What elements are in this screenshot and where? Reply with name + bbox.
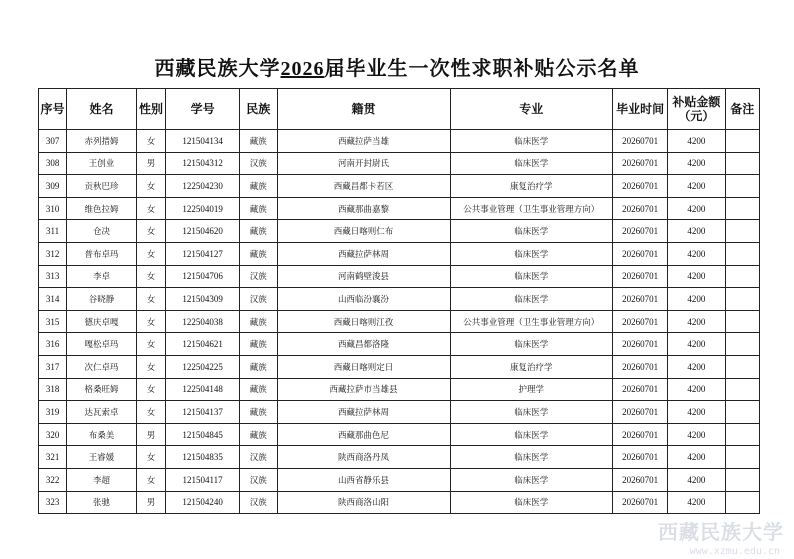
header-student-id: 学号 [166,89,240,130]
cell-ethnicity: 藏族 [240,401,278,424]
cell-ethnicity: 藏族 [240,197,278,220]
cell-major: 公共事业管理（卫生事业管理方向） [450,310,613,333]
watermark-logo-text: 西藏民族大学 [658,520,784,544]
cell-index: 316 [39,333,67,356]
table-row [39,401,760,424]
cell-remarks [725,175,759,198]
cell-major: 公共事业管理（卫生事业管理方向） [450,197,613,220]
cell-subsidy: 4200 [668,310,725,333]
cell-student-id: 121504845 [166,423,240,446]
cell-student-id: 121504620 [166,220,240,243]
cell-name: 仓决 [67,220,137,243]
cell-student-id: 122504230 [166,175,240,198]
cell-hometown: 西藏日喀则定日 [277,355,450,378]
cell-gender: 女 [136,468,165,491]
cell-ethnicity: 汉族 [240,491,278,514]
cell-gender: 女 [136,265,165,288]
cell-subsidy: 4200 [668,288,725,311]
cell-hometown: 西藏日喀则江孜 [277,310,450,333]
cell-grad-date: 20260701 [613,288,668,311]
cell-subsidy: 4200 [668,242,725,265]
cell-index: 313 [39,265,67,288]
cell-major: 临床医学 [450,333,613,356]
cell-index: 321 [39,446,67,469]
cell-name: 王创业 [67,152,137,175]
header-hometown: 籍贯 [277,89,450,130]
cell-major: 临床医学 [450,491,613,514]
cell-gender: 男 [136,423,165,446]
cell-remarks [725,491,759,514]
header-index: 序号 [39,89,67,130]
cell-name: 普布卓玛 [67,242,137,265]
cell-subsidy: 4200 [668,130,725,153]
cell-hometown: 山西临汾襄汾 [277,288,450,311]
cell-remarks [725,401,759,424]
cell-name: 次仁卓玛 [67,355,137,378]
cell-student-id: 121504621 [166,333,240,356]
watermark-url: www.xzmu.edu.cn [689,546,780,557]
title-year: 2026 [280,58,325,80]
title-prefix: 西藏民族大学 [154,56,281,80]
cell-hometown: 西藏拉萨市当雄县 [277,378,450,401]
cell-ethnicity: 藏族 [240,423,278,446]
cell-gender: 女 [136,446,165,469]
cell-remarks [725,265,759,288]
cell-grad-date: 20260701 [613,446,668,469]
cell-name: 布桑美 [67,423,137,446]
table-row [39,288,760,311]
cell-grad-date: 20260701 [613,423,668,446]
cell-grad-date: 20260701 [613,468,668,491]
cell-student-id: 121504127 [166,242,240,265]
cell-grad-date: 20260701 [613,355,668,378]
table-row [39,333,760,356]
cell-major: 临床医学 [450,446,613,469]
table-row [39,152,760,175]
cell-remarks [725,468,759,491]
cell-name: 贡秋巴珍 [67,175,137,198]
cell-gender: 女 [136,242,165,265]
cell-subsidy: 4200 [668,333,725,356]
cell-gender: 女 [136,288,165,311]
cell-major: 临床医学 [450,220,613,243]
cell-ethnicity: 藏族 [240,378,278,401]
cell-subsidy: 4200 [668,468,725,491]
cell-gender: 女 [136,401,165,424]
table-row [39,491,760,514]
cell-grad-date: 20260701 [613,242,668,265]
cell-grad-date: 20260701 [613,175,668,198]
cell-student-id: 121504312 [166,152,240,175]
cell-remarks [725,355,759,378]
cell-subsidy: 4200 [668,355,725,378]
cell-ethnicity: 藏族 [240,242,278,265]
cell-major: 临床医学 [450,468,613,491]
cell-remarks [725,130,759,153]
table-row [39,197,760,220]
cell-remarks [725,288,759,311]
cell-ethnicity: 藏族 [240,175,278,198]
cell-index: 322 [39,468,67,491]
table-row [39,355,760,378]
cell-student-id: 121504137 [166,401,240,424]
cell-hometown: 西藏拉萨当雄 [277,130,450,153]
table-row [39,378,760,401]
cell-name: 格桑旺姆 [67,378,137,401]
cell-major: 康复治疗学 [450,175,613,198]
cell-hometown: 山西省静乐县 [277,468,450,491]
cell-index: 311 [39,220,67,243]
cell-name: 李超 [67,468,137,491]
header-major: 专业 [450,89,613,130]
cell-grad-date: 20260701 [613,401,668,424]
cell-hometown: 河南开封尉氏 [277,152,450,175]
cell-hometown: 陕西商洛丹凤 [277,446,450,469]
cell-hometown: 西藏昌都卡若区 [277,175,450,198]
cell-major: 临床医学 [450,423,613,446]
cell-major: 护理学 [450,378,613,401]
table-row [39,446,760,469]
header-row [39,89,760,130]
cell-name: 张驰 [67,491,137,514]
cell-remarks [725,310,759,333]
cell-major: 临床医学 [450,265,613,288]
cell-student-id: 121504240 [166,491,240,514]
cell-name: 王睿媛 [67,446,137,469]
cell-ethnicity: 藏族 [240,130,278,153]
table-row [39,242,760,265]
cell-name: 赤列措姆 [67,130,137,153]
cell-gender: 女 [136,355,165,378]
header-gender: 性别 [136,89,165,130]
cell-ethnicity: 汉族 [240,288,278,311]
cell-grad-date: 20260701 [613,152,668,175]
cell-grad-date: 20260701 [613,197,668,220]
cell-remarks [725,378,759,401]
cell-name: 李卓 [67,265,137,288]
cell-gender: 女 [136,310,165,333]
cell-remarks [725,152,759,175]
cell-major: 临床医学 [450,130,613,153]
cell-hometown: 陕西商洛山阳 [277,491,450,514]
cell-remarks [725,333,759,356]
cell-grad-date: 20260701 [613,130,668,153]
cell-hometown: 河南鹤壁浚县 [277,265,450,288]
table-row [39,220,760,243]
cell-remarks [725,423,759,446]
header-remarks: 备注 [725,89,759,130]
cell-student-id: 121504134 [166,130,240,153]
cell-hometown: 西藏昌都洛隆 [277,333,450,356]
cell-hometown: 西藏日喀则仁布 [277,220,450,243]
cell-gender: 女 [136,333,165,356]
table-row [39,130,760,153]
cell-major: 临床医学 [450,401,613,424]
cell-ethnicity: 汉族 [240,265,278,288]
cell-index: 323 [39,491,67,514]
cell-major: 康复治疗学 [450,355,613,378]
cell-remarks [725,242,759,265]
cell-name: 德庆卓嘎 [67,310,137,333]
cell-grad-date: 20260701 [613,220,668,243]
cell-subsidy: 4200 [668,401,725,424]
cell-major: 临床医学 [450,152,613,175]
cell-index: 314 [39,288,67,311]
cell-major: 临床医学 [450,288,613,311]
cell-hometown: 西藏拉萨林周 [277,242,450,265]
cell-ethnicity: 汉族 [240,446,278,469]
cell-student-id: 122504038 [166,310,240,333]
table-row [39,423,760,446]
cell-subsidy: 4200 [668,491,725,514]
table-row [39,468,760,491]
cell-index: 320 [39,423,67,446]
cell-remarks [725,446,759,469]
cell-grad-date: 20260701 [613,310,668,333]
cell-subsidy: 4200 [668,152,725,175]
cell-index: 309 [39,175,67,198]
cell-ethnicity: 汉族 [240,468,278,491]
cell-gender: 女 [136,130,165,153]
header-name: 姓名 [67,89,137,130]
cell-index: 312 [39,242,67,265]
page-title [0,52,794,81]
cell-gender: 女 [136,197,165,220]
header-grad-date: 毕业时间 [613,89,668,130]
cell-ethnicity: 藏族 [240,220,278,243]
header-ethnicity: 民族 [240,89,278,130]
cell-gender: 男 [136,152,165,175]
cell-ethnicity: 藏族 [240,333,278,356]
cell-name: 嘎松卓玛 [67,333,137,356]
cell-hometown: 西藏拉萨林周 [277,401,450,424]
cell-index: 308 [39,152,67,175]
cell-subsidy: 4200 [668,175,725,198]
cell-hometown: 西藏那曲色尼 [277,423,450,446]
cell-grad-date: 20260701 [613,378,668,401]
cell-student-id: 121504309 [166,288,240,311]
cell-subsidy: 4200 [668,446,725,469]
cell-grad-date: 20260701 [613,491,668,514]
cell-ethnicity: 藏族 [240,310,278,333]
cell-name: 达瓦索卓 [67,401,137,424]
cell-grad-date: 20260701 [613,333,668,356]
cell-student-id: 121504117 [166,468,240,491]
cell-name: 维色拉姆 [67,197,137,220]
cell-index: 310 [39,197,67,220]
cell-index: 317 [39,355,67,378]
cell-subsidy: 4200 [668,220,725,243]
cell-subsidy: 4200 [668,423,725,446]
table-row [39,310,760,333]
cell-subsidy: 4200 [668,265,725,288]
cell-gender: 女 [136,220,165,243]
cell-student-id: 122504019 [166,197,240,220]
cell-gender: 女 [136,378,165,401]
cell-index: 307 [39,130,67,153]
cell-subsidy: 4200 [668,378,725,401]
cell-student-id: 122504225 [166,355,240,378]
cell-student-id: 121504835 [166,446,240,469]
cell-ethnicity: 藏族 [240,355,278,378]
cell-student-id: 122504148 [166,378,240,401]
cell-remarks [725,197,759,220]
cell-index: 315 [39,310,67,333]
cell-index: 318 [39,378,67,401]
cell-ethnicity: 汉族 [240,152,278,175]
cell-gender: 男 [136,491,165,514]
cell-subsidy: 4200 [668,197,725,220]
cell-name: 谷晓静 [67,288,137,311]
cell-gender: 女 [136,175,165,198]
table-row [39,175,760,198]
table-row [39,265,760,288]
cell-remarks [725,220,759,243]
cell-major: 临床医学 [450,242,613,265]
subsidy-table [38,88,760,514]
title-suffix: 届毕业生一次性求职补贴公示名单 [324,56,640,80]
cell-hometown: 西藏那曲嘉黎 [277,197,450,220]
cell-student-id: 121504706 [166,265,240,288]
cell-index: 319 [39,401,67,424]
header-subsidy: 补贴金额（元） [668,89,725,130]
cell-grad-date: 20260701 [613,265,668,288]
